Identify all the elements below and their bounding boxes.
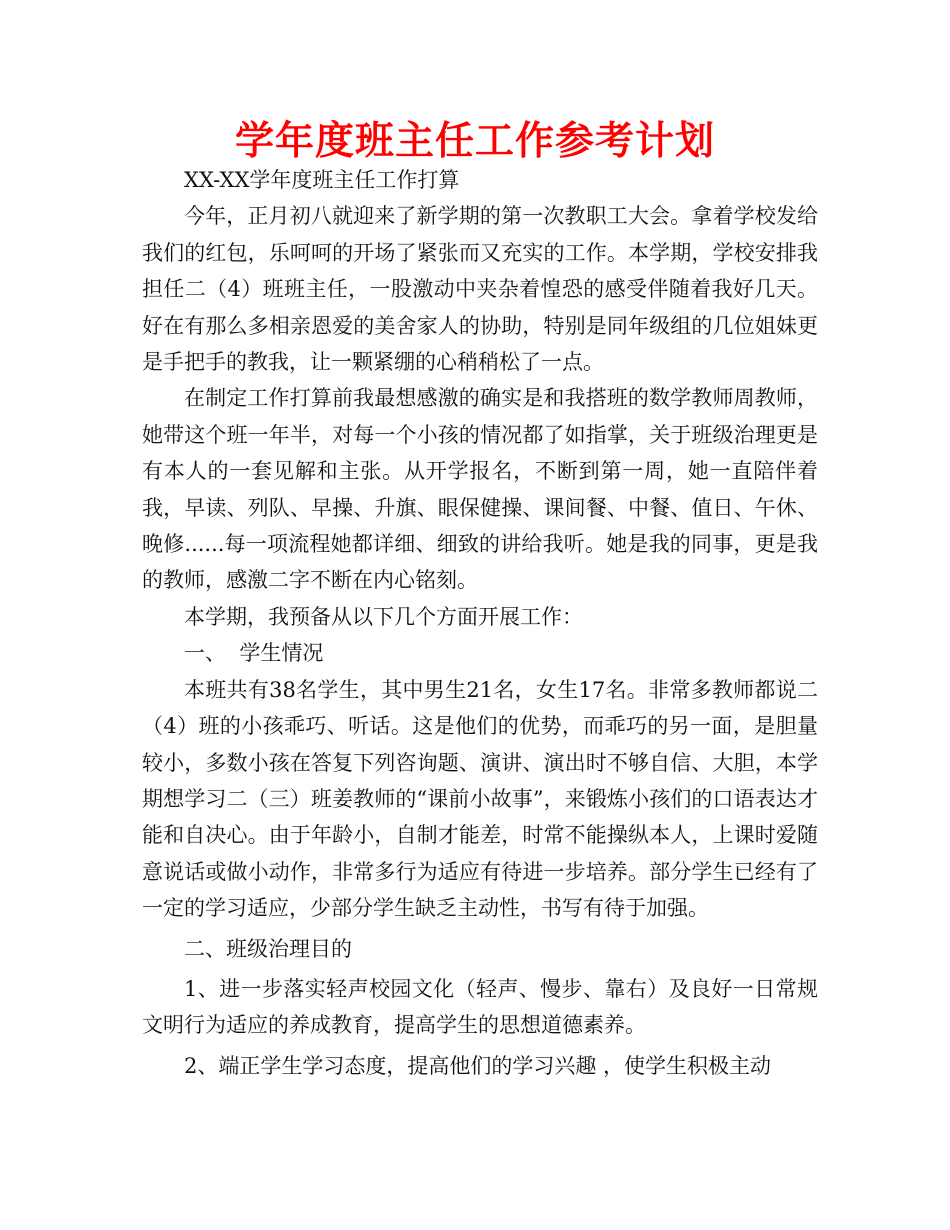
document-title: 学年度班主任工作参考计划 <box>234 119 715 164</box>
subtitle-line: XX-XX学年度班主任工作打算 <box>184 168 460 192</box>
document-body <box>142 162 818 1084</box>
paragraph: 本学期，我预备从以下几个方面开展工作： <box>184 604 583 629</box>
paragraph: 本班共有38名学生，其中男生21名，女生17名。非常多教师都说二（4）班的小孩乖巧、听话。这是他们的优势，而乖巧的另一面，是胆量较小，多数小孩在答复下列咨询题、演讲、演出时不够自信、大胆，本学期想学习二（三）班姜教师的“课前小故事”，来锻炼小孩们的口语表达才能和自决心。由于年龄小，自制才能差，时常不能操纵本人，上课时爱随意说话或做小动作，非常多行为适应有待进一步培养。部分学生已经有了一定的学习适应，少部分学生缺乏主动性，书写有待于加强。 <box>142 677 818 921</box>
list-item: 2、端正学生学习态度，提高他们的学习兴趣 ，使学生积极主动 <box>184 1053 772 1078</box>
section-heading: 一、 学生情况 <box>184 641 324 666</box>
paragraph: 今年，正月初八就迎来了新学期的第一次教职工大会。拿着学校发给我们的红包，乐呵呵的开场了紧张而又充实的工作。本学期，学校安排我担任二（4）班班主任，一股激动中夹杂着惶恐的感受伴随着我好几天。好在有那么多相亲恩爱的美舍家人的协助，特别是同年级组的几位姐妹更是手把手的教我，让一颗紧绷的心稍稍松了一点。 <box>142 204 818 375</box>
list-item: 1、进一步落实轻声校园文化（轻声、慢步、靠右）及良好一日常规文明行为适应的养成教育，提高学生的思想道德素养。 <box>142 976 818 1038</box>
section-heading: 二、班级治理目的 <box>184 936 352 961</box>
paragraph: 在制定工作打算前我最想感激的确实是和我搭班的数学教师周教师，她带这个班一年半，对每一个小孩的情况都了如指掌，关于班级治理更是有本人的一套见解和主张。从开学报名，不断到第一周，她一直陪伴着我，早读、列队、早操、升旗、眼保健操、课间餐、中餐、值日、午休、晚修......每一项流程她都详细、细致的讲给我听。她是我的同事，更是我的教师，感激二字不断在内心铭刻。 <box>142 386 818 593</box>
